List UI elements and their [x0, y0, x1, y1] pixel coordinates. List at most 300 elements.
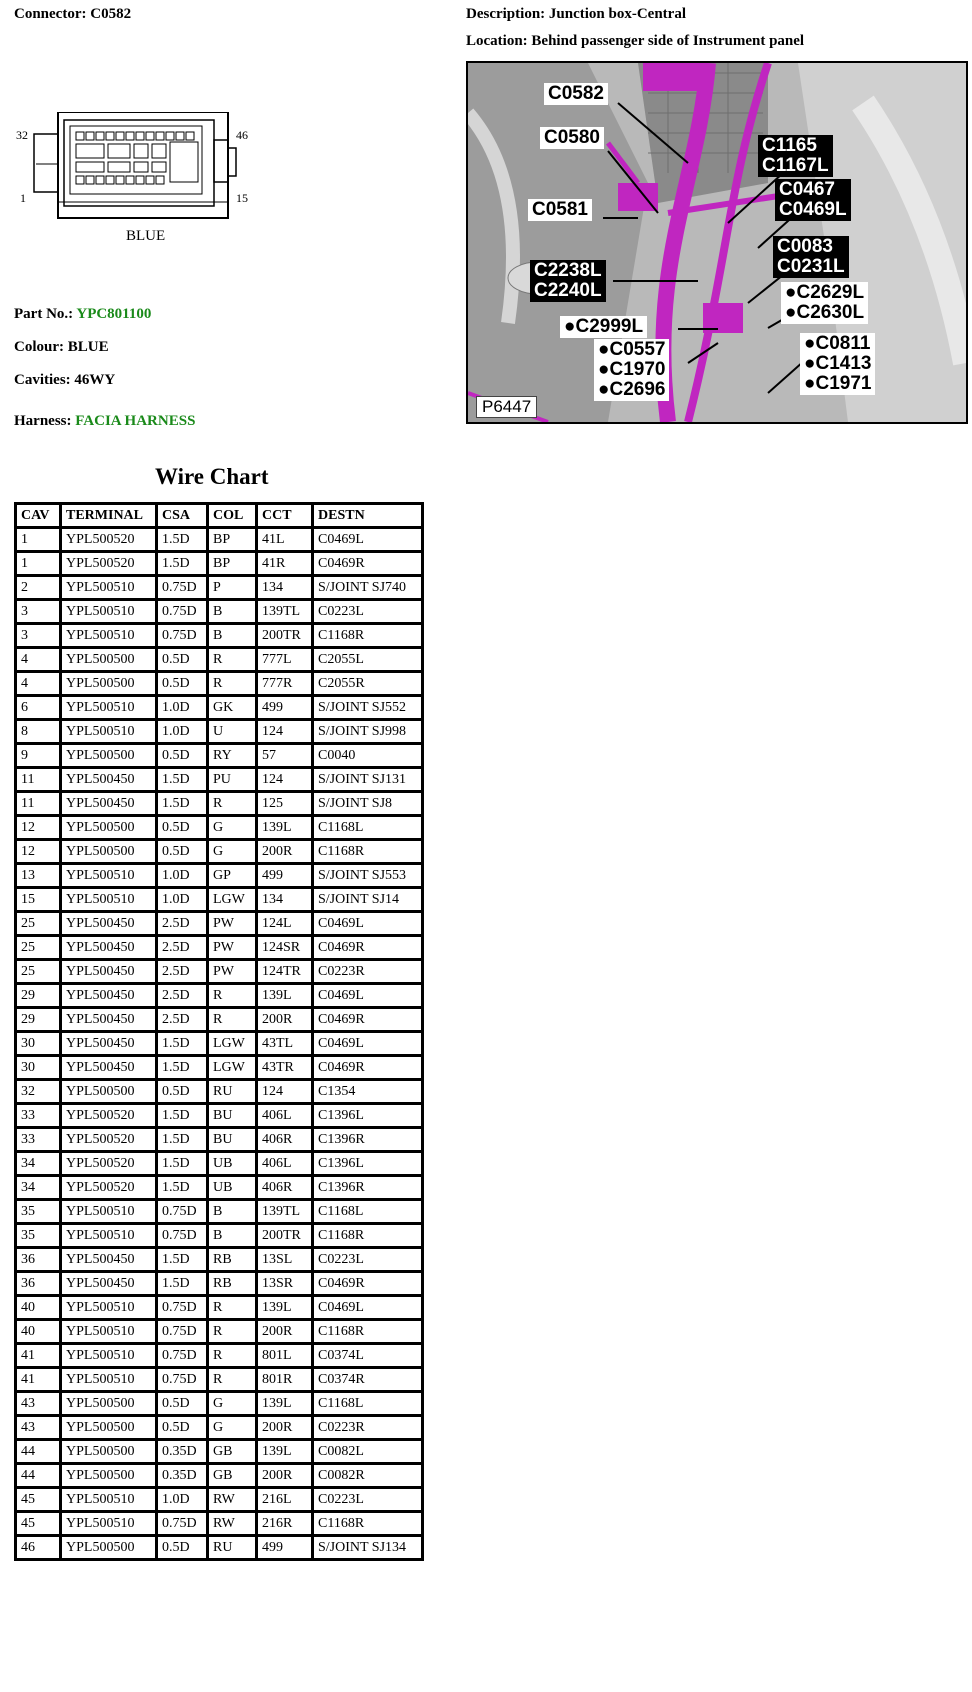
- cell-destn: S/JOINT SJ553: [313, 864, 423, 888]
- cell-col: PW: [208, 912, 257, 936]
- cell-csa: 1.0D: [157, 720, 208, 744]
- cell-cav: 12: [16, 816, 61, 840]
- table-row: [16, 624, 423, 648]
- cell-cct: 139L: [257, 816, 313, 840]
- table-row: [16, 1248, 423, 1272]
- cell-col: R: [208, 1344, 257, 1368]
- cell-col: BU: [208, 1104, 257, 1128]
- cell-terminal: YPL500520: [61, 528, 157, 552]
- table-row: [16, 696, 423, 720]
- cell-csa: 0.75D: [157, 576, 208, 600]
- header-col: COL: [208, 504, 257, 528]
- cell-terminal: YPL500500: [61, 1464, 157, 1488]
- cell-terminal: YPL500500: [61, 1536, 157, 1560]
- cell-destn: C0469L: [313, 1296, 423, 1320]
- cell-col: P: [208, 576, 257, 600]
- cell-destn: C1168L: [313, 1392, 423, 1416]
- cell-csa: 0.35D: [157, 1464, 208, 1488]
- cell-csa: 0.75D: [157, 600, 208, 624]
- cell-csa: 1.0D: [157, 864, 208, 888]
- cell-terminal: YPL500510: [61, 696, 157, 720]
- pin-label-46: 46: [236, 128, 248, 142]
- wire-chart-title: Wire Chart: [155, 464, 269, 489]
- table-row: [16, 1536, 423, 1560]
- cell-col: R: [208, 1368, 257, 1392]
- harness-link[interactable]: FACIA HARNESS: [75, 413, 196, 429]
- part-number-link[interactable]: YPC801100: [76, 306, 152, 322]
- cell-cav: 44: [16, 1440, 61, 1464]
- cell-destn: S/JOINT SJ131: [313, 768, 423, 792]
- cell-csa: 0.75D: [157, 1224, 208, 1248]
- cell-destn: C0469L: [313, 528, 423, 552]
- cell-destn: C0374L: [313, 1344, 423, 1368]
- cell-cav: 4: [16, 672, 61, 696]
- cell-csa: 0.75D: [157, 1512, 208, 1536]
- table-row: [16, 600, 423, 624]
- table-row: [16, 1344, 423, 1368]
- cell-cav: 11: [16, 792, 61, 816]
- cell-destn: C1396L: [313, 1104, 423, 1128]
- cell-cct: 124: [257, 1080, 313, 1104]
- table-row: [16, 816, 423, 840]
- description-value: Junction box-Central: [548, 6, 686, 22]
- cell-col: B: [208, 1224, 257, 1248]
- table-row: [16, 1440, 423, 1464]
- cell-cav: 36: [16, 1248, 61, 1272]
- cell-col: BU: [208, 1128, 257, 1152]
- table-row: [16, 960, 423, 984]
- cell-cct: 200R: [257, 1416, 313, 1440]
- cell-cct: 124L: [257, 912, 313, 936]
- cell-cav: 29: [16, 984, 61, 1008]
- cell-cav: 34: [16, 1152, 61, 1176]
- description-line: Description: Junction box-Central: [466, 6, 686, 22]
- table-row: [16, 1272, 423, 1296]
- wire-chart-header-row: [16, 504, 423, 528]
- cell-cct: 139TL: [257, 1200, 313, 1224]
- pin-label-15: 15: [236, 191, 248, 205]
- cell-cct: 777R: [257, 672, 313, 696]
- cell-cav: 43: [16, 1416, 61, 1440]
- cell-csa: 2.5D: [157, 912, 208, 936]
- cell-destn: C0469R: [313, 1056, 423, 1080]
- header-csa: CSA: [157, 504, 208, 528]
- cell-csa: 1.5D: [157, 1248, 208, 1272]
- cavities-line: Cavities: 46WY: [14, 372, 116, 388]
- location-line: Location: Behind passenger side of Instrument panel: [466, 33, 805, 49]
- colour-line: Colour: BLUE: [14, 339, 109, 355]
- cell-destn: C0223R: [313, 960, 423, 984]
- cell-csa: 2.5D: [157, 984, 208, 1008]
- cell-cav: 35: [16, 1224, 61, 1248]
- cell-destn: S/JOINT SJ14: [313, 888, 423, 912]
- cell-destn: C1168R: [313, 1320, 423, 1344]
- cell-terminal: YPL500500: [61, 1416, 157, 1440]
- cell-terminal: YPL500450: [61, 1032, 157, 1056]
- cell-col: RW: [208, 1512, 257, 1536]
- cell-destn: C1168R: [313, 624, 423, 648]
- cell-cav: 3: [16, 600, 61, 624]
- cell-cct: 406L: [257, 1104, 313, 1128]
- cell-destn: S/JOINT SJ552: [313, 696, 423, 720]
- cell-cct: 499: [257, 864, 313, 888]
- cell-col: BP: [208, 552, 257, 576]
- cell-cct: 125: [257, 792, 313, 816]
- table-row: [16, 1104, 423, 1128]
- cell-destn: C0374R: [313, 1368, 423, 1392]
- table-row: [16, 528, 423, 552]
- cell-cav: 45: [16, 1488, 61, 1512]
- cell-csa: 2.5D: [157, 936, 208, 960]
- table-row: [16, 912, 423, 936]
- callout-c0811-c1413-c1971: ●C0811 ●C1413 ●C1971: [800, 333, 875, 395]
- cell-destn: C1396L: [313, 1152, 423, 1176]
- cell-terminal: YPL500500: [61, 1392, 157, 1416]
- callout-c0467-c0469l: C0467 C0469L: [775, 179, 851, 221]
- cell-cav: 2: [16, 576, 61, 600]
- cell-cav: 45: [16, 1512, 61, 1536]
- cell-csa: 0.5D: [157, 1080, 208, 1104]
- callout-c1165-c1167l: C1165 C1167L: [758, 135, 833, 177]
- cell-cav: 25: [16, 960, 61, 984]
- cell-destn: C1168R: [313, 1224, 423, 1248]
- table-row: [16, 1200, 423, 1224]
- table-row: [16, 552, 423, 576]
- cell-col: GB: [208, 1440, 257, 1464]
- cell-cav: 30: [16, 1032, 61, 1056]
- cell-cav: 34: [16, 1176, 61, 1200]
- cell-cct: 41R: [257, 552, 313, 576]
- cell-cct: 124: [257, 768, 313, 792]
- cell-csa: 0.75D: [157, 1368, 208, 1392]
- cell-cct: 216L: [257, 1488, 313, 1512]
- cell-cct: 139TL: [257, 600, 313, 624]
- cell-terminal: YPL500500: [61, 1080, 157, 1104]
- cell-cav: 30: [16, 1056, 61, 1080]
- cell-terminal: YPL500510: [61, 1368, 157, 1392]
- cell-col: PU: [208, 768, 257, 792]
- cell-col: BP: [208, 528, 257, 552]
- cell-col: RY: [208, 744, 257, 768]
- cell-cct: 124TR: [257, 960, 313, 984]
- cell-col: GK: [208, 696, 257, 720]
- cell-cct: 139L: [257, 1392, 313, 1416]
- cell-terminal: YPL500510: [61, 1224, 157, 1248]
- cell-csa: 0.5D: [157, 1392, 208, 1416]
- cell-cav: 6: [16, 696, 61, 720]
- cell-destn: C1168R: [313, 840, 423, 864]
- cell-cav: 25: [16, 912, 61, 936]
- cell-terminal: YPL500500: [61, 672, 157, 696]
- cell-cct: 777L: [257, 648, 313, 672]
- cell-col: B: [208, 624, 257, 648]
- cell-terminal: YPL500510: [61, 1296, 157, 1320]
- cell-csa: 2.5D: [157, 960, 208, 984]
- cell-cct: 41L: [257, 528, 313, 552]
- table-row: [16, 1176, 423, 1200]
- cell-col: G: [208, 1392, 257, 1416]
- cell-cct: 57: [257, 744, 313, 768]
- pin-label-1: 1: [20, 191, 26, 205]
- cell-csa: 0.75D: [157, 1200, 208, 1224]
- cell-destn: C0040: [313, 744, 423, 768]
- cell-destn: C1354: [313, 1080, 423, 1104]
- table-row: [16, 1080, 423, 1104]
- header-cav: CAV: [16, 504, 61, 528]
- cell-col: U: [208, 720, 257, 744]
- cell-col: GP: [208, 864, 257, 888]
- table-row: [16, 792, 423, 816]
- cell-csa: 0.75D: [157, 624, 208, 648]
- table-row: [16, 576, 423, 600]
- callout-c0582: C0582: [544, 83, 608, 105]
- cell-destn: S/JOINT SJ998: [313, 720, 423, 744]
- cell-terminal: YPL500510: [61, 1320, 157, 1344]
- cell-destn: C0469L: [313, 984, 423, 1008]
- cell-terminal: YPL500500: [61, 816, 157, 840]
- connector-id: C0582: [90, 6, 132, 22]
- cell-csa: 1.5D: [157, 1032, 208, 1056]
- cell-destn: S/JOINT SJ740: [313, 576, 423, 600]
- cell-csa: 1.5D: [157, 792, 208, 816]
- cell-col: RB: [208, 1248, 257, 1272]
- cell-terminal: YPL500510: [61, 600, 157, 624]
- table-row: [16, 1488, 423, 1512]
- cell-cct: 124: [257, 720, 313, 744]
- cell-destn: C0469L: [313, 912, 423, 936]
- cell-col: R: [208, 672, 257, 696]
- cell-col: LGW: [208, 1056, 257, 1080]
- table-row: [16, 1032, 423, 1056]
- cell-cct: 499: [257, 696, 313, 720]
- cell-cav: 35: [16, 1200, 61, 1224]
- cell-csa: 0.35D: [157, 1440, 208, 1464]
- cell-col: RB: [208, 1272, 257, 1296]
- cell-cct: 406R: [257, 1176, 313, 1200]
- cell-cct: 139L: [257, 1440, 313, 1464]
- cell-csa: 1.5D: [157, 1176, 208, 1200]
- cell-csa: 1.5D: [157, 1128, 208, 1152]
- cell-destn: C1168L: [313, 816, 423, 840]
- cell-col: RU: [208, 1080, 257, 1104]
- table-row: [16, 1224, 423, 1248]
- table-row: [16, 936, 423, 960]
- cell-terminal: YPL500450: [61, 1056, 157, 1080]
- cell-terminal: YPL500450: [61, 1248, 157, 1272]
- callout-c2238l-c2240l: C2238L C2240L: [530, 260, 606, 302]
- cell-csa: 0.5D: [157, 648, 208, 672]
- cell-csa: 0.5D: [157, 840, 208, 864]
- connector-heading: Connector: C0582: [14, 6, 132, 22]
- cell-cct: 216R: [257, 1512, 313, 1536]
- cell-col: R: [208, 1008, 257, 1032]
- cell-terminal: YPL500510: [61, 1512, 157, 1536]
- table-row: [16, 1368, 423, 1392]
- cell-csa: 1.0D: [157, 888, 208, 912]
- cell-destn: C0223L: [313, 1488, 423, 1512]
- cell-cct: 124SR: [257, 936, 313, 960]
- header-destn: DESTN: [313, 504, 423, 528]
- cell-cav: 40: [16, 1296, 61, 1320]
- cell-destn: S/JOINT SJ134: [313, 1536, 423, 1560]
- cell-cav: 25: [16, 936, 61, 960]
- cell-col: R: [208, 984, 257, 1008]
- cell-terminal: YPL500510: [61, 888, 157, 912]
- cell-terminal: YPL500520: [61, 1176, 157, 1200]
- cell-cav: 9: [16, 744, 61, 768]
- harness-line: Harness: FACIA HARNESS: [14, 413, 196, 429]
- table-row: [16, 1392, 423, 1416]
- cell-terminal: YPL500450: [61, 912, 157, 936]
- callout-c0580: C0580: [540, 127, 604, 149]
- cell-terminal: YPL500520: [61, 1152, 157, 1176]
- cell-csa: 1.0D: [157, 696, 208, 720]
- cell-csa: 0.5D: [157, 816, 208, 840]
- callout-c0557-c1970-c2696: ●C0557 ●C1970 ●C2696: [594, 339, 669, 401]
- cell-cct: 43TR: [257, 1056, 313, 1080]
- cell-cav: 1: [16, 552, 61, 576]
- cell-cct: 139L: [257, 984, 313, 1008]
- cell-cct: 200R: [257, 840, 313, 864]
- cell-destn: S/JOINT SJ8: [313, 792, 423, 816]
- cell-cct: 13SR: [257, 1272, 313, 1296]
- cell-col: R: [208, 1320, 257, 1344]
- cell-cct: 200R: [257, 1464, 313, 1488]
- cell-terminal: YPL500450: [61, 984, 157, 1008]
- cell-cav: 3: [16, 624, 61, 648]
- cell-col: B: [208, 1200, 257, 1224]
- cell-cav: 15: [16, 888, 61, 912]
- cell-cav: 29: [16, 1008, 61, 1032]
- cell-cav: 12: [16, 840, 61, 864]
- cell-csa: 0.75D: [157, 1344, 208, 1368]
- cell-cav: 46: [16, 1536, 61, 1560]
- cell-terminal: YPL500510: [61, 576, 157, 600]
- table-row: [16, 1416, 423, 1440]
- table-row: [16, 840, 423, 864]
- cell-destn: C0223R: [313, 1416, 423, 1440]
- cell-terminal: YPL500520: [61, 1128, 157, 1152]
- cell-terminal: YPL500510: [61, 1344, 157, 1368]
- cell-cav: 36: [16, 1272, 61, 1296]
- cell-csa: 1.5D: [157, 1152, 208, 1176]
- cell-cct: 134: [257, 576, 313, 600]
- cell-cct: 200R: [257, 1320, 313, 1344]
- cell-destn: C0082L: [313, 1440, 423, 1464]
- cell-cct: 13SL: [257, 1248, 313, 1272]
- cell-destn: C2055L: [313, 648, 423, 672]
- cell-terminal: YPL500510: [61, 1488, 157, 1512]
- cell-terminal: YPL500500: [61, 744, 157, 768]
- cell-destn: C1168R: [313, 1512, 423, 1536]
- table-row: [16, 720, 423, 744]
- cell-col: G: [208, 816, 257, 840]
- cell-terminal: YPL500510: [61, 624, 157, 648]
- cell-cav: 32: [16, 1080, 61, 1104]
- cell-terminal: YPL500520: [61, 1104, 157, 1128]
- cell-cav: 44: [16, 1464, 61, 1488]
- table-row: [16, 1008, 423, 1032]
- cell-destn: C1396R: [313, 1176, 423, 1200]
- table-row: [16, 1056, 423, 1080]
- cell-cct: 406L: [257, 1152, 313, 1176]
- table-row: [16, 984, 423, 1008]
- cell-cct: 200TR: [257, 624, 313, 648]
- cell-terminal: YPL500510: [61, 720, 157, 744]
- table-row: [16, 864, 423, 888]
- cell-cav: 41: [16, 1344, 61, 1368]
- cell-terminal: YPL500450: [61, 1008, 157, 1032]
- location-photo: [466, 61, 968, 424]
- cell-terminal: YPL500510: [61, 864, 157, 888]
- cell-destn: C0469R: [313, 1008, 423, 1032]
- table-row: [16, 1128, 423, 1152]
- cell-csa: 2.5D: [157, 1008, 208, 1032]
- cell-cct: 499: [257, 1536, 313, 1560]
- location-value: Behind passenger side of Instrument panel: [531, 33, 805, 49]
- cell-destn: C1168L: [313, 1200, 423, 1224]
- table-row: [16, 888, 423, 912]
- cell-cct: 43TL: [257, 1032, 313, 1056]
- table-row: [16, 744, 423, 768]
- callout-c0581: C0581: [528, 199, 592, 221]
- cell-csa: 0.75D: [157, 1320, 208, 1344]
- cell-csa: 0.5D: [157, 1416, 208, 1440]
- callout-c2999l: ●C2999L: [560, 316, 647, 338]
- cell-csa: 1.5D: [157, 552, 208, 576]
- cell-destn: C2055R: [313, 672, 423, 696]
- cell-col: GB: [208, 1464, 257, 1488]
- cell-cav: 13: [16, 864, 61, 888]
- cell-terminal: YPL500450: [61, 792, 157, 816]
- location-photo-illustration: [468, 63, 966, 422]
- cell-cav: 40: [16, 1320, 61, 1344]
- cell-col: RW: [208, 1488, 257, 1512]
- header-terminal: TERMINAL: [61, 504, 157, 528]
- wire-chart-body: [16, 528, 423, 1560]
- cell-col: PW: [208, 936, 257, 960]
- table-row: [16, 1512, 423, 1536]
- cell-col: R: [208, 648, 257, 672]
- cell-terminal: YPL500450: [61, 768, 157, 792]
- cell-cct: 200R: [257, 1008, 313, 1032]
- cell-destn: C0223L: [313, 600, 423, 624]
- cell-destn: C1396R: [313, 1128, 423, 1152]
- cell-cav: 41: [16, 1368, 61, 1392]
- cell-csa: 0.5D: [157, 1536, 208, 1560]
- cell-destn: C0082R: [313, 1464, 423, 1488]
- table-row: [16, 768, 423, 792]
- cell-col: LGW: [208, 1032, 257, 1056]
- cell-csa: 1.0D: [157, 1488, 208, 1512]
- cell-cct: 134: [257, 888, 313, 912]
- cell-csa: 1.5D: [157, 1104, 208, 1128]
- cell-destn: C0223L: [313, 1248, 423, 1272]
- callout-c2629l-c2630l: ●C2629L ●C2630L: [781, 282, 868, 324]
- cell-terminal: YPL500450: [61, 936, 157, 960]
- cell-csa: 1.5D: [157, 528, 208, 552]
- table-row: [16, 672, 423, 696]
- cell-csa: 0.5D: [157, 744, 208, 768]
- table-row: [16, 1296, 423, 1320]
- cell-destn: C0469R: [313, 936, 423, 960]
- cavities-value: 46WY: [74, 372, 116, 388]
- cell-destn: C0469R: [313, 1272, 423, 1296]
- cell-cct: 801R: [257, 1368, 313, 1392]
- cell-col: PW: [208, 960, 257, 984]
- cell-cct: 200TR: [257, 1224, 313, 1248]
- photo-reference-label: P6447: [476, 396, 537, 418]
